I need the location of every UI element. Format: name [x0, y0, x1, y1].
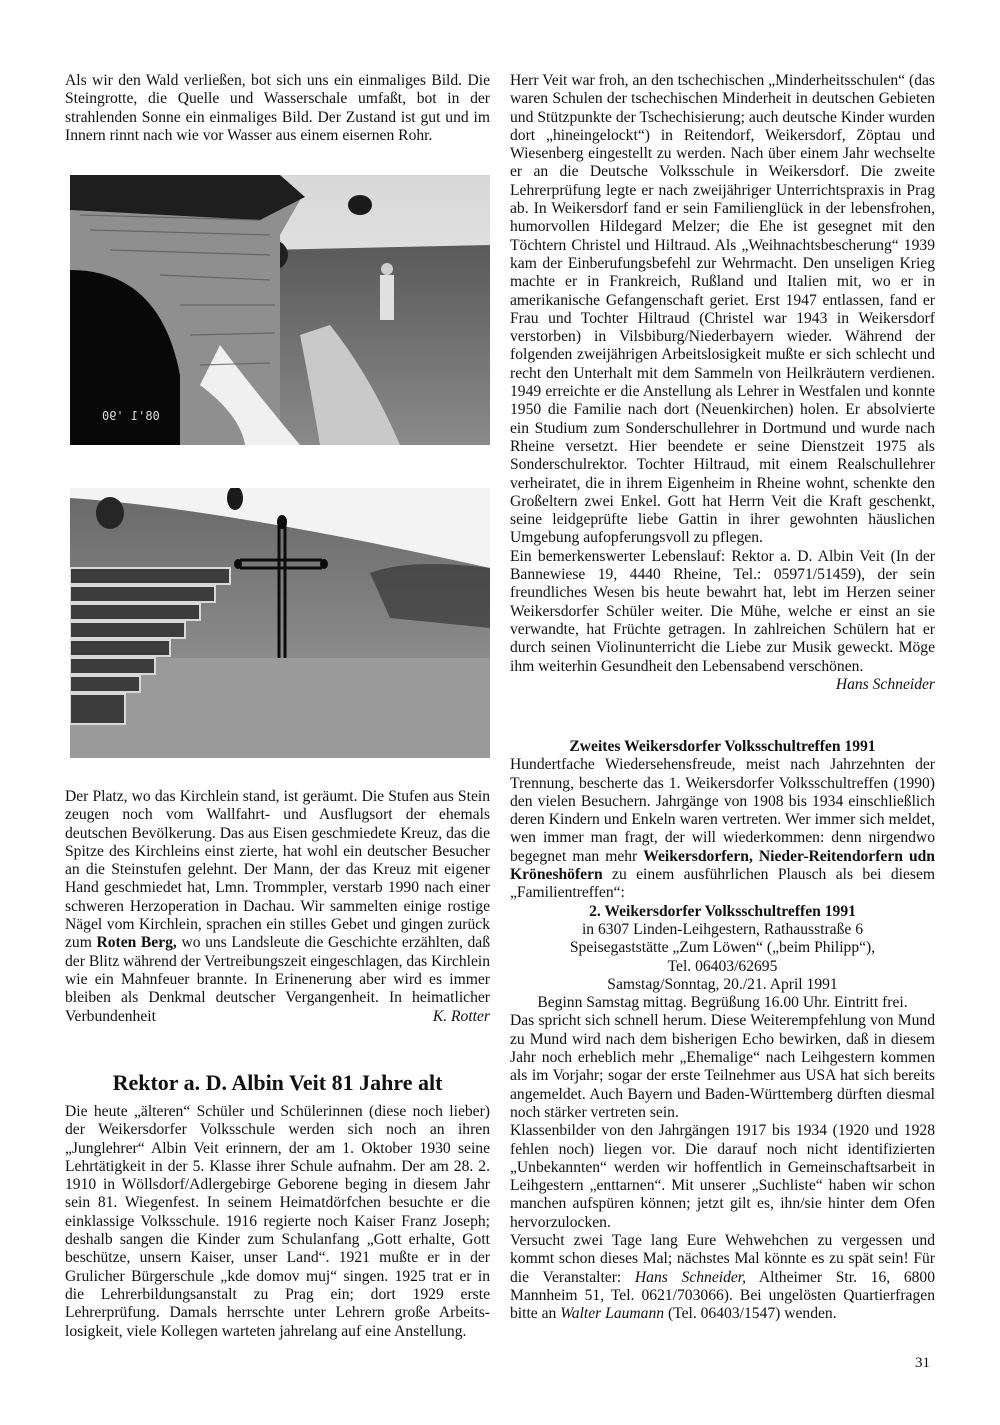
- article-title-veit: Rektor a. D. Albin Veit 81 Jahre alt: [112, 1070, 443, 1095]
- signature-hans-schneider: Hans Schneider: [835, 675, 935, 693]
- left-intro-block: [65, 72, 490, 145]
- cross-photo-graphic: [70, 488, 490, 758]
- event-title: [510, 903, 935, 921]
- treffen-intro-part2: zu einem ausführlichen Plausch als bei diesem „Familientreffen“:: [510, 866, 935, 902]
- event-date: Samstag/Sonntag, 20./21. April 1991: [607, 975, 838, 993]
- event-phone: Tel. 06403/62695: [667, 957, 778, 975]
- intro-paragraph: Als wir den Wald verließen, bot sich uns ein einmaliges Bild. Die Steingrotte, die Quelle und Wasserschale umfaßt, bot in der strahlenden Sonne ein einmaliges Bild. Der Zustand ist gut und im Innern rinnt nach wie vor Wasser aus einem eisernen Rohr.: [65, 72, 490, 144]
- organizer-name: Hans Schneider,: [634, 1268, 747, 1286]
- event-venue: Speisegaststätte „Zum Löwen“ („beim Philipp“),: [569, 939, 876, 957]
- treffen-intro-paragraph: [510, 756, 935, 902]
- veit-paragraph: Die heute „älteren“ Schüler und Schülerinnen (diese noch lieber) der Weikersdorfer Volksschule werden sich noch an ihren „Junglehrer“ Albin Veit erinnern, der am 1. Oktober 1930 seine Lehrtätigkeit in der 5. Klasse ihrer Schule aufnahm. Der am 28. 2. 1910 in Wöllsdorf/Adlergebirge Geborene beging in diesem Jahr sein 81. Wiegenfest. In seinem Heimatdörfchen besuchte er die einklassige Volksschule. 1916 regierte noch Kaiser Franz Joseph; deshalb sangen die Kinder zum Schulanfang „Gott erhalte, Gott beschütze, unsern Kaiser, unser Land“. 1921 mußte er in der Grulicher Bürgerschule „kde domov muj“ singen. 1925 trat er in die Lehrerbildungsanstalt zu Prag ein; dort 1929 erste Lehrerprüfung. Damals herrschte unter Lehrern große Arbeitslosigkeit, viele Kollegen warteten jahrelang auf eine Anstellung.: [65, 1103, 490, 1340]
- page-number: 31: [915, 1355, 930, 1371]
- photo-stone-grotto: [70, 175, 490, 445]
- photo-date-stamp: 08'1 '90: [102, 409, 160, 423]
- echo-paragraph: Das spricht sich schnell herum. Diese Weiterempfehlung von Mund zu Mund wird nach dem bisherigen Echo bewirken, daß in diesem Jahr noch erheblich mehr „Ehemalige“ nach Leihgestern kommen als im Vorjahr; sogar der erste Teilnehmer aus USA hat sich bereits angemeldet. Auch Bayern und Baden-Württemberg dürften diesmal noch stärker vertreten sein.: [510, 1012, 935, 1121]
- organizer-address: Altheimer Str. 16, 6800 Mannheim 51, Tel. 0621/703066). Bei ungelösten Quartierfragen bitte an: [510, 1268, 936, 1323]
- platz-text-part2: wo uns Landsleute die Geschichte erzählten, daß der Blitz während der Vertreibungszeit eingeschlagen, das Kirchlein wie ein Mahnfeuer brannte. In Erinenerung aber wird es immer bleiben als Denkmal deutscher Vergangenheit. In heimatlicher Verbundenheit: [65, 934, 491, 1025]
- photo-cross-steps: [70, 488, 490, 758]
- veit-closing-paragraph: Ein bemerkenswerter Lebenslauf: Rektor a. D. Albin Veit (In der Bannewiese 19, 4440 Rheine, Tel.: 05971/51459), der sein freundliches Wesen bis heute bewahrt hat, lebt im Herzen seiner Weikersdorfer Schüler weiter. Die Mühe, welche er einst an sie verwandte, hat Früchte getragen. In zahlreichen Schülern hat er durch seinen Violinunterricht die Liebe zur Musik geweckt. Möge ihm weiterhin Gesundheit den Lebensabend verschönen.: [510, 547, 935, 675]
- treffen-article-block: [510, 738, 935, 1324]
- veit-continued-paragraph: Herr Veit war froh, an den tschechischen „Minderheitsschulen“ (das waren Schulen der tschechischen Minderheit in deutschen Gebieten und Stützpunkte der Tschechisierung; auch deutsche Kinder wurden dort „hineingelockt“) in Reitendorf, Weikersdorf, Zöptau und Wiesenberg eingestellt zu werden. Nach über einem Jahr wechselte er an die Deutsche Volksschule in Weikersdorf. Die zweite Lehrerprüfung legte er nach zweijähriger Unterrichtspraxis in Prag ab. In Weikersdorf fand er sein Familienglück in der lebensfrohen, humorvollen Hildegard Melzer; die Ehe ist gesegnet mit den Töchtern Christel und Hiltraud. Als „Weihnachtsbescherung“ 1939 kam der Einberufungsbefehl zur Wehrmacht. Den unseligen Krieg machte er in Frankreich, Rußland und Italien mit, wo er in amerikanische Gefangenschaft geriet. Erst 1947 entlassen, fand er Frau und Tochter Hiltraud (Christel war 1943 in Weikersdorf verstorben) in Vilsbiburg/Niederbayern wieder. Während der folgenden zweijährigen Arbeitslosigkeit mußte er sich schlecht und recht den Unterhalt mit dem Sammeln von Heilkräutern verdienen. 1949 erreichte er die Anstellung als Lehrer in Westfalen und konnte 1950 die Familie nach dort (Neuenkirchen) holen. Er absolvierte ein Studium zum Sonderschullehrer in Dortmund und wurde nach Rheine versetzt. Hier beendete er seine Dienstzeit 1975 als Sonderschulrektor. Tochter Hiltraud, mit einem Realschullehrer verheiratet, die in ihrem Eigenheim in Rheine wohnt, schenkte den Großeltern zwei Enkel. Gott hat Herrn Veit die Kraft geschenkt, seine leidgeprüfte liebe Gattin in ihrer gewohnten häuslichen Umgebung aufopferungsvoll zu pflegen.: [510, 72, 935, 547]
- roten-berg-bold: Roten Berg,: [96, 934, 177, 952]
- event-title-bold: 2. Weikersdorfer Volksschultreffen 1991: [589, 902, 856, 920]
- grotto-photo-graphic: [70, 175, 490, 445]
- closing-paragraph: [510, 1232, 935, 1323]
- platz-text-part1: Der Platz, wo das Kirchlein stand, ist geräumt. Die Stufen aus Stein zeugen noch vom Wallfahrt- und Ausflugsort der ehemals deutschen Bevölkerung. Das aus Eisen geschmiedete Kreuz, das die Spitze des Kirchleins einst zierte, hat wohl ein deutscher Besucher an die Steinstufen gelehnt. Der Mann, der das Kreuz mit eigener Hand geschmiedet hat, Lmn. Trommpler, verstarb 1990 nach einer schweren Herzoperation in Dachau. Wir sammelten einige rostige Nägel vom Kirchlein, sprachen ein stilles Gebet und gingen zurück zum: [65, 788, 490, 952]
- event-start: Beginn Samstag mittag. Begrüßung 16.00 Uhr. Eintritt frei.: [537, 994, 908, 1012]
- treffen-intro-bold: Weikersdorfern, Nieder-Reitendorfern udn Kröneshöfern: [510, 847, 935, 884]
- treffen-title: Zweites Weikersdorfer Volksschultreffen 1991: [569, 738, 876, 755]
- right-veit-block: [510, 72, 935, 694]
- klassenbilder-paragraph: Klassenbilder von den Jahrgängen 1917 bis 1934 (1920 und 1928 fehlen noch) liegen vor. Die darauf noch nicht identifizierten „Unbekannten“ werden wir hoffentlich in Gemeinschaftsarbeit in Leihgestern „enttarnen“. Mit unserer „Suchliste“ haben wir schon manchen aufspüren können; jetzt gilt es, ihn/sie hinter dem Ofen hervorzulocken.: [510, 1122, 935, 1231]
- signature-k-rotter: K. Rotter: [432, 1007, 490, 1025]
- event-location: in 6307 Linden-Leihgestern, Rathausstraße 6: [581, 920, 864, 938]
- closing-text-part1: Versucht zwei Tage lang Eure Wehwehchen zu vergessen und kommt schon dieses Mal; nächstes Mal könnte es zu spät sein! Für die Veranstalter:: [510, 1232, 935, 1286]
- treffen-intro-part1: Hundertfache Wiedersehensfreude, meist nach Jahrzehnten der Trennung, bescherte das 1. Weikersdorfer Volksschultreffen (1990) den vielen Besuchern. Jahrgänge von 1908 bis 1934 einschließlich deren Kindern und Enkeln waren vertreten. Wer immer sich meldet, wen immer man fragt, der will wiederkommen: denn nirgendwo begegnet man mehr: [510, 756, 935, 865]
- contact-name: Walter Laumann: [560, 1305, 665, 1323]
- platz-article-block: [65, 788, 490, 1026]
- veit-article-block: [65, 1103, 490, 1341]
- platz-paragraph: [65, 788, 490, 1026]
- contact-phone: (Tel. 06403/1547) wenden.: [664, 1305, 837, 1323]
